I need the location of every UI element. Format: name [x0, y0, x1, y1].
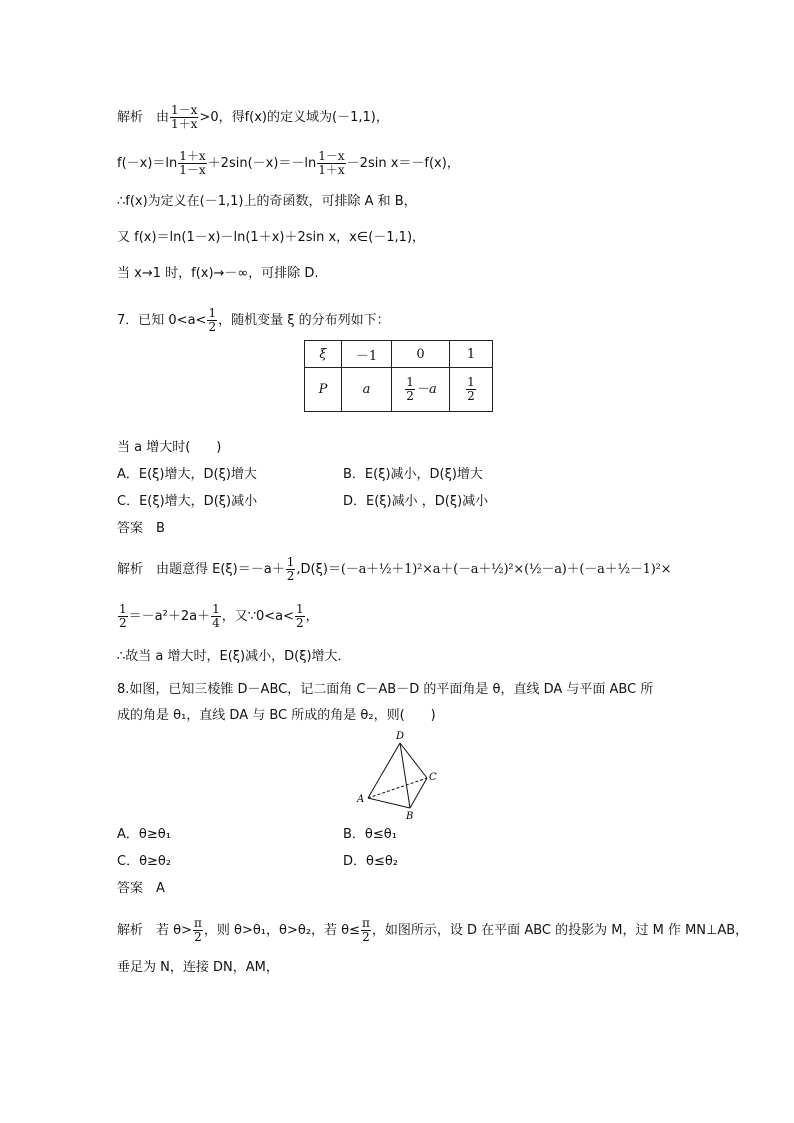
- sol6-line5: 当 x→1 时，f(x)→－∞，可排除 D.: [117, 266, 319, 281]
- fraction: $\frac{1}{2}$: [286, 555, 295, 583]
- edge-da: [368, 743, 400, 798]
- q8-option-d: D．θ≤θ₂: [343, 854, 399, 869]
- edge-ac-hidden: [368, 778, 427, 798]
- q7-option-c: C．E(ξ)增大，D(ξ)减小: [117, 494, 258, 509]
- sol6-line4: 又 f(x)＝ln(1－x)－ln(1＋x)＋2sin x，x∈(－1,1)，: [117, 230, 426, 245]
- q8-option-a: A．θ≥θ₁: [117, 827, 171, 842]
- sol6-line2: f(－x)＝ln $\frac{1+x}{1-x}$ ＋2sin(－x)＝－ln $\frac{1-x}{1+x}$ －2sin x＝－f(x)，: [117, 149, 460, 177]
- table-cell: $\frac{1}{2}$ －a: [392, 368, 450, 412]
- fraction: $\frac{\pi}{2}$: [193, 916, 202, 944]
- fraction: $\frac{1}{2}$: [119, 602, 127, 630]
- fraction: $\frac{1}{4}$: [212, 602, 220, 630]
- fraction: $\frac{1}{2}$: [208, 306, 217, 334]
- vertex-label-c: C: [429, 772, 437, 783]
- table-cell: P: [305, 368, 342, 412]
- q7-solution-line1: 解析 由题意得 E(ξ)＝－a＋ $\frac{1}{2}$ ,D(ξ)＝(－a＋½＋1)²×a＋(－a＋½)²×(½－a)＋(－a＋½－1)²×: [117, 555, 672, 583]
- q8-option-b: B．θ≤θ₁: [343, 827, 397, 842]
- table-cell: 1: [450, 341, 493, 368]
- table-cell: [450, 368, 493, 412]
- q8-solution-line1: 解析 若 θ> $\frac{\pi}{2}$ ，则 θ>θ₁，θ>θ₂，若 θ≤ $\frac{\pi}{2}$ ，如图所示，设 D 在平面 ABC 的投影为 M，过 M 作 MN⊥AB，: [117, 916, 749, 944]
- q7-question: 当 a 增大时( ): [117, 440, 222, 455]
- vertex-label-b: B: [406, 811, 414, 822]
- fraction: $\frac{1}{2}$: [296, 602, 304, 630]
- fraction: $\frac{1-x}{1+x}$: [318, 149, 345, 177]
- table-cell: a: [342, 368, 392, 412]
- table-cell: ξ: [305, 341, 342, 368]
- table-cell: －1: [342, 341, 392, 368]
- q8-answer: 答案 A: [117, 881, 165, 896]
- q7-stem: 7．已知 0<a< $\frac{1}{2}$ ，随机变量 ξ 的分布列如下：: [117, 306, 390, 334]
- vertex-label-a: A: [357, 794, 365, 805]
- q8-stem-line2: 成的角是 θ₁，直线 DA 与 BC 所成的角是 θ₂，则( ): [117, 708, 436, 723]
- q7-option-d: D．E(ξ)减小 ，D(ξ)减小: [343, 494, 489, 509]
- fraction: $\frac{1}{2}$: [406, 375, 414, 403]
- q8-solution-line2: 垂足为 N，连接 DN，AM，: [117, 960, 279, 975]
- edge-dc: [400, 743, 427, 778]
- fraction: $\frac{1}{2}$: [467, 375, 475, 403]
- distribution-table: [304, 340, 493, 412]
- fraction: $\frac{1-x}{1+x}$: [171, 103, 198, 131]
- tetrahedron-figure: [350, 728, 450, 823]
- q7-solution-line3: ∴故当 a 增大时，E(ξ)减小，D(ξ)增大．: [117, 649, 351, 664]
- table-cell: 0: [392, 341, 450, 368]
- q8-option-c: C．θ≥θ₂: [117, 854, 172, 869]
- q8-stem-line1: 8.如图，已知三棱锥 D－ABC，记二面角 C－AB－D 的平面角是 θ，直线 DA 与平面 ABC 所: [117, 682, 654, 697]
- q7-option-a: A．E(ξ)增大，D(ξ)增大: [117, 467, 257, 482]
- edge-db: [400, 743, 410, 808]
- fraction: $\frac{\pi}{2}$: [362, 916, 370, 944]
- q7-answer: 答案 B: [117, 521, 165, 536]
- q7-solution-line2: $\frac{1}{2}$ ＝－a²＋2a＋ $\frac{1}{4}$ ，又∵0<a< $\frac{1}{2}$ ，: [119, 602, 319, 630]
- edge-ab: [368, 798, 410, 808]
- q7-option-b: B．E(ξ)减小，D(ξ)增大: [343, 467, 483, 482]
- vertex-label-d: D: [396, 731, 405, 742]
- sol6-line3: ∴f(x)为定义在(－1,1)上的奇函数，可排除 A 和 B，: [117, 194, 417, 209]
- fraction: $\frac{1+x}{1-x}$: [179, 149, 206, 177]
- sol6-line1: 解析 由 $\frac{1-x}{1+x}$ >0，得f(x)的定义域为(－1,1)，: [117, 103, 389, 131]
